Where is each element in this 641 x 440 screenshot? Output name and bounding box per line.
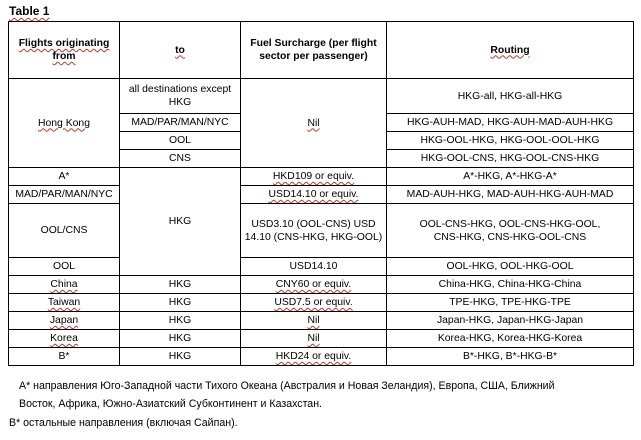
cell-fuel: USD14.10 bbox=[241, 258, 387, 276]
cell-to: CNS bbox=[120, 150, 241, 168]
cell-fuel: Nil bbox=[241, 79, 387, 168]
table-row bbox=[9, 168, 634, 186]
cell-from: China bbox=[9, 276, 120, 294]
table-row bbox=[9, 258, 634, 276]
table-title: Table 1 bbox=[9, 4, 50, 18]
cell-fuel: CNY60 or equiv. bbox=[241, 276, 387, 294]
fuel-surcharge-table bbox=[8, 21, 634, 366]
cell-to: MAD/PAR/MAN/NYC bbox=[120, 114, 241, 132]
table-row bbox=[9, 312, 634, 330]
header-from: Flights originating from bbox=[9, 22, 120, 79]
footnote-a-line2: Восток, Африка, Южно-Азиатский Субконтинент и Казахстан. bbox=[19, 398, 322, 410]
header-routing: Routing bbox=[387, 22, 634, 79]
header-row bbox=[9, 22, 634, 79]
cell-from: OOL/CNS bbox=[9, 204, 120, 258]
cell-to: HKG bbox=[120, 348, 241, 366]
cell-to: HKG bbox=[120, 330, 241, 348]
cell-routing: A*-HKG, A*-HKG-A* bbox=[387, 168, 634, 186]
cell-to: HKG bbox=[120, 276, 241, 294]
header-to: to bbox=[120, 22, 241, 79]
cell-fuel: USD3.10 (OOL-CNS) USD 14.10 (CNS-HKG, HKG-OOL) bbox=[241, 204, 387, 258]
table-row bbox=[9, 204, 634, 258]
cell-routing: B*-HKG, B*-HKG-B* bbox=[387, 348, 634, 366]
cell-routing: Japan-HKG, Japan-HKG-Japan bbox=[387, 312, 634, 330]
table-row bbox=[9, 186, 634, 204]
cell-routing: Korea-HKG, Korea-HKG-Korea bbox=[387, 330, 634, 348]
cell-fuel: HKD109 or equiv. bbox=[241, 168, 387, 186]
cell-routing: HKG-OOL-CNS, HKG-OOL-CNS-HKG bbox=[387, 150, 634, 168]
table-row bbox=[9, 294, 634, 312]
cell-from: Taiwan bbox=[9, 294, 120, 312]
footnote-b: B* остальные направления (включая Сайпан). bbox=[9, 417, 238, 429]
cell-routing: OOL-CNS-HKG, OOL-CNS-HKG-OOL, CNS-HKG, CNS-HKG-OOL-CNS bbox=[387, 204, 634, 258]
cell-from: OOL bbox=[9, 258, 120, 276]
cell-from: MAD/PAR/MAN/NYC bbox=[9, 186, 120, 204]
cell-fuel: Nil bbox=[241, 330, 387, 348]
table-row bbox=[9, 348, 634, 366]
cell-to: HKG bbox=[120, 294, 241, 312]
cell-to: all destinations except HKG bbox=[120, 79, 241, 114]
cell-fuel: USD14.10 or equiv. bbox=[241, 186, 387, 204]
cell-from: Hong Kong bbox=[9, 79, 120, 168]
cell-routing: MAD-AUH-HKG, MAD-AUH-HKG-AUH-MAD bbox=[387, 186, 634, 204]
cell-to: HKG bbox=[120, 168, 241, 276]
cell-routing: OOL-HKG, OOL-HKG-OOL bbox=[387, 258, 634, 276]
cell-from: Korea bbox=[9, 330, 120, 348]
table-row bbox=[9, 79, 634, 114]
cell-to: HKG bbox=[120, 312, 241, 330]
cell-routing: HKG-all, HKG-all-HKG bbox=[387, 79, 634, 114]
cell-to: OOL bbox=[120, 132, 241, 150]
cell-from: Japan bbox=[9, 312, 120, 330]
cell-fuel: Nil bbox=[241, 312, 387, 330]
cell-routing: HKG-AUH-MAD, HKG-AUH-MAD-AUH-HKG bbox=[387, 114, 634, 132]
footnote-a-line1: A* направления Юго-Западной части Тихого Океана (Австралия и Новая Зеландия), Европа, США, Ближний bbox=[19, 380, 555, 392]
table-row bbox=[9, 330, 634, 348]
cell-routing: HKG-OOL-HKG, HKG-OOL-OOL-HKG bbox=[387, 132, 634, 150]
cell-from: B* bbox=[9, 348, 120, 366]
cell-from: A* bbox=[9, 168, 120, 186]
cell-fuel: HKD24 or equiv. bbox=[241, 348, 387, 366]
header-fuel-surcharge: Fuel Surcharge (per flight sector per passenger) bbox=[241, 22, 387, 79]
cell-routing: China-HKG, China-HKG-China bbox=[387, 276, 634, 294]
cell-fuel: USD7.5 or equiv. bbox=[241, 294, 387, 312]
cell-routing: TPE-HKG, TPE-HKG-TPE bbox=[387, 294, 634, 312]
table-row bbox=[9, 276, 634, 294]
